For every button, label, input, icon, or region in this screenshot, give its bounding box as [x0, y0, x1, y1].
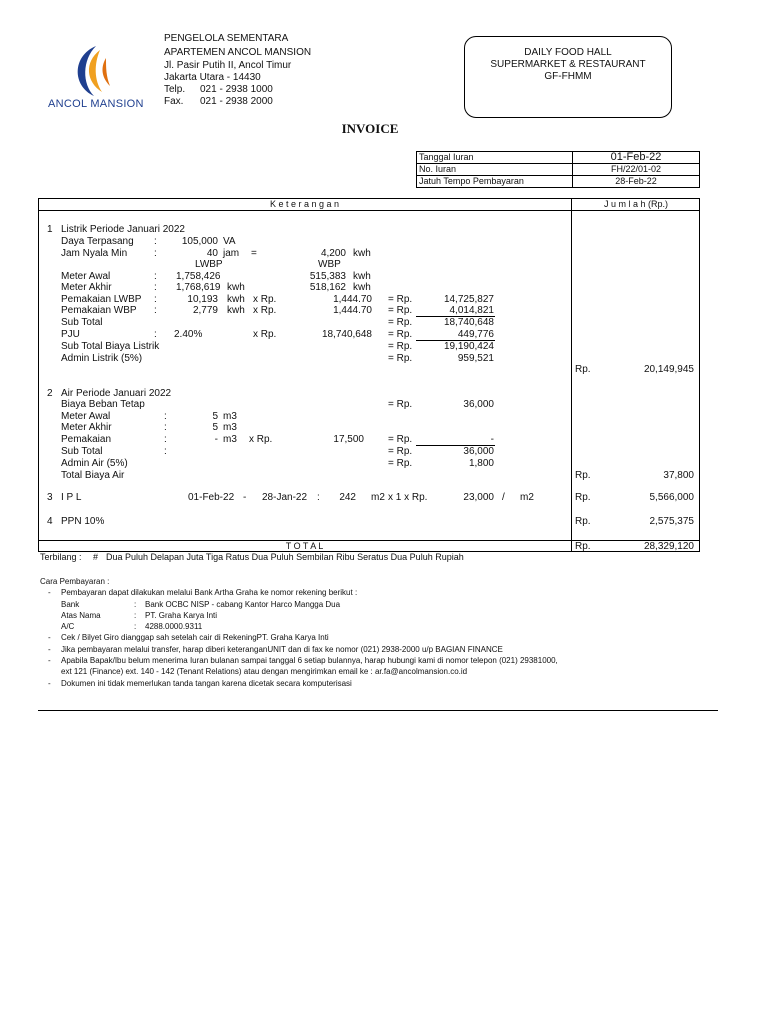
total-air-label: Total Biaya Air [61, 470, 125, 481]
meter-awal-wbp: 515,383 [309, 271, 346, 282]
air-meter-awal-label: Meter Awal [61, 411, 111, 422]
rp-label: Rp. [575, 470, 591, 481]
payment-line-2: Cek / Bilyet Giro dianggap sah setelah cair di RekeningPT. Graha Karya Inti [61, 633, 329, 642]
air-meter-akhir-value: 5 [212, 422, 218, 433]
ipl-per: / [502, 492, 505, 503]
ac-value: 4288.0000.9311 [145, 622, 203, 631]
pemakaian-wbp-total: 4,014,821 [449, 305, 494, 316]
air-pemakaian-total: - [490, 434, 494, 445]
air-pemakaian-unit: m3 [223, 434, 237, 445]
terbilang-hash: # [93, 552, 99, 562]
pju-base: 18,740,648 [321, 329, 372, 340]
ipl-from: 01-Feb-22 [188, 492, 235, 503]
ac-label: A/C [61, 622, 75, 631]
rp-label: Rp. [575, 516, 591, 527]
eq-rp: = Rp. [388, 294, 413, 305]
listrik-subtotal-label: Sub Total [61, 317, 103, 328]
pemakaian-wbp-rate: 1,444.70 [333, 305, 372, 316]
terbilang-label: Terbilang : [40, 552, 82, 562]
pemakaian-lwbp-qty: 10,193 [187, 294, 218, 305]
ipl-no: 3 [47, 492, 53, 503]
ppn-no: 4 [47, 516, 53, 527]
eq-rp: = Rp. [388, 399, 413, 410]
telp-label: Telp. [164, 84, 186, 95]
colon: : [154, 248, 157, 259]
ipl-label: I P L [61, 492, 82, 503]
jam-unit: jam [223, 248, 240, 259]
bank-value: Bank OCBC NISP - cabang Kantor Harco Mangga Dua [145, 600, 341, 609]
eq-rp: = Rp. [388, 353, 413, 364]
company-name-1: PENGELOLA SEMENTARA [164, 33, 289, 44]
listrik-total-value: 20,149,945 [643, 364, 694, 375]
info-label-jatuh-tempo: Jatuh Tempo Pembayaran [419, 176, 524, 186]
ipl-area-unit: m2 [371, 492, 385, 503]
ipl-dash: - [243, 492, 247, 503]
ipl-rate: 23,000 [463, 492, 494, 503]
atas-nama-value: PT. Graha Karya Inti [145, 611, 218, 620]
colon: : [154, 305, 157, 316]
colon: : [154, 294, 157, 305]
lwbp-label: LWBP [195, 259, 223, 270]
colon: : [164, 422, 167, 433]
meter-awal-label: Meter Awal [61, 271, 111, 282]
tenant-line-2: SUPERMARKET & RESTAURANT [490, 59, 646, 70]
colon: : [154, 329, 157, 340]
x-rp: x Rp. [249, 434, 273, 445]
pemakaian-lwbp-total: 14,725,827 [443, 294, 494, 305]
ancol-mansion-logo [44, 40, 154, 112]
ipl-per-unit: m2 [520, 492, 534, 503]
beban-value: 36,000 [463, 399, 494, 410]
admin-air-label: Admin Air (5%) [61, 458, 128, 469]
air-subtotal-value: 36,000 [463, 446, 494, 457]
total-value: 28,329,120 [643, 541, 694, 552]
colon: : [164, 446, 167, 457]
ppn-label: PPN 10% [61, 516, 105, 527]
colon: : [134, 622, 137, 631]
meter-akhir-unit: kwh [353, 282, 371, 293]
x-rp: x Rp. [253, 329, 277, 340]
eq-rp: = Rp. [388, 341, 413, 352]
air-meter-akhir-unit: m3 [223, 422, 237, 433]
listrik-subtotal-value: 18,740,648 [443, 317, 494, 328]
pemakaian-lwbp-label: Pemakaian LWBP [61, 294, 142, 305]
air-pemakaian-label: Pemakaian [61, 434, 112, 445]
eq-rp: = Rp. [388, 329, 413, 340]
terbilang-text: Dua Puluh Delapan Juta Tiga Ratus Dua Puluh Sembilan Ribu Seratus Dua Puluh Rupiah [106, 552, 464, 562]
header-jumlah: J u m l a h (Rp.) [603, 199, 668, 209]
ppn-total: 2,575,375 [649, 516, 694, 527]
bank-label: Bank [61, 600, 80, 609]
jam-result: 4,200 [320, 248, 346, 259]
jam-value: 40 [206, 248, 218, 259]
company-name-2: APARTEMEN ANCOL MANSION [164, 47, 312, 58]
admin-air-value: 1,800 [468, 458, 494, 469]
meter-akhir-label: Meter Akhir [61, 282, 112, 293]
payment-line-4: Apabila Bapak/Ibu belum menerima Iuran bulanan sampai tanggal 6 setiap bulannya, harap hubungi kami di nomor telepon (021) 29381000, [61, 656, 558, 665]
colon: : [164, 434, 167, 445]
pemakaian-wbp-label: Pemakaian WBP [61, 305, 137, 316]
colon: : [317, 492, 320, 503]
colon: : [154, 271, 157, 282]
meter-akhir-lwbp: 1,768,619 [176, 282, 221, 293]
tenant-line-3: GF-FHMM [544, 71, 592, 82]
payment-line-1: Pembayaran dapat dilakukan melalui Bank Artha Graha ke nomor rekening berikut : [61, 588, 358, 597]
info-label-tanggal: Tanggal Iuran [419, 152, 474, 162]
logo-text: ANCOL MANSION [48, 98, 144, 110]
x-rp: x Rp. [253, 305, 277, 316]
meter-awal-unit: kwh [353, 271, 371, 282]
pemakaian-lwbp-rate: 1,444.70 [333, 294, 372, 305]
bottom-rule [38, 710, 718, 711]
info-value-tanggal: 01-Feb-22 [610, 151, 662, 163]
payment-line-5: Dokumen ini tidak memerlukan tanda tangan karena dicetak secara komputerisasi [61, 679, 352, 688]
jam-result-unit: kwh [353, 248, 371, 259]
ipl-total: 5,566,000 [649, 492, 694, 503]
logo-crescent-icon [44, 40, 154, 100]
air-meter-awal-unit: m3 [223, 411, 237, 422]
meter-akhir-lwbp-unit: kwh [227, 282, 245, 293]
fax-value: 021 - 2938 2000 [200, 96, 273, 107]
daya-label: Daya Terpasang [61, 236, 134, 247]
pju-label: PJU [61, 329, 80, 340]
invoice-title: INVOICE [341, 121, 399, 136]
kwh-unit: kwh [227, 305, 245, 316]
eq-rp: = Rp. [388, 305, 413, 316]
beban-label: Biaya Beban Tetap [61, 399, 145, 410]
eq-rp: = Rp. [388, 434, 413, 445]
rp-label: Rp. [575, 364, 591, 375]
colon: : [164, 411, 167, 422]
air-meter-awal-value: 5 [212, 411, 218, 422]
listrik-title: Listrik Periode Januari 2022 [61, 224, 185, 235]
pju-pct: 2.40% [174, 329, 203, 340]
bullet-dash: - [48, 656, 51, 665]
ipl-mult: x 1 x Rp. [388, 492, 428, 503]
company-address-1: Jl. Pasir Putih II, Ancol Timur [164, 60, 292, 71]
header-keterangan: K e t e r a n g a n [269, 199, 340, 209]
colon: : [154, 236, 157, 247]
payment-line-4b: ext 121 (Finance) ext. 140 - 142 (Tenant Relations) atau dengan mengirimkan email ke : ar.fa@ancolmansion.co.id [61, 667, 468, 676]
admin-listrik-value: 959,521 [457, 353, 494, 364]
jam-label: Jam Nyala Min [61, 248, 128, 259]
eq-rp: = Rp. [388, 446, 413, 457]
fax-label: Fax. [164, 96, 184, 107]
info-label-no: No. Iuran [419, 164, 457, 174]
total-air-value: 37,800 [663, 470, 694, 481]
subtotal-biaya-listrik-value: 19,190,424 [443, 341, 494, 352]
info-value-no: FH/22/01-02 [610, 164, 662, 174]
listrik-no: 1 [47, 224, 53, 235]
daya-unit: VA [223, 236, 236, 247]
pju-value: 449,776 [457, 329, 494, 340]
colon: : [134, 600, 137, 609]
daya-value: 105,000 [181, 236, 218, 247]
atas-nama-label: Atas Nama [61, 611, 101, 620]
kwh-unit: kwh [227, 294, 245, 305]
eq-rp: = Rp. [388, 317, 413, 328]
info-value-jatuh-tempo: 28-Feb-22 [615, 176, 657, 186]
subtotal-biaya-listrik-label: Sub Total Biaya Listrik [61, 341, 160, 352]
tenant-line-1: DAILY FOOD HALL [524, 47, 612, 58]
payment-line-3: Jika pembayaran melalui transfer, harap diberi keteranganUNIT dan di fax ke nomor (021) 2938-2000 u/p BAGIAN FINANCE [61, 645, 503, 654]
air-pemakaian-rate: 17,500 [333, 434, 364, 445]
rp-label: Rp. [575, 541, 591, 552]
x-rp: x Rp. [253, 294, 277, 305]
meter-akhir-wbp: 518,162 [309, 282, 346, 293]
colon: : [154, 282, 157, 293]
company-address-2: Jakarta Utara - 14430 [164, 72, 261, 83]
payment-title: Cara Pembayaran : [40, 577, 110, 586]
total-label: T O T A L [285, 541, 324, 551]
colon: : [134, 611, 137, 620]
meter-awal-lwbp: 1,758,426 [176, 271, 221, 282]
telp-value: 021 - 2938 1000 [200, 84, 273, 95]
bullet-dash: - [48, 645, 51, 654]
air-meter-akhir-label: Meter Akhir [61, 422, 112, 433]
eq-rp: = Rp. [388, 458, 413, 469]
air-title: Air Periode Januari 2022 [61, 388, 172, 399]
air-pemakaian-value: - [214, 434, 218, 445]
jam-eq: = [251, 248, 257, 259]
air-subtotal-label: Sub Total [61, 446, 103, 457]
air-no: 2 [47, 388, 53, 399]
ipl-area: 242 [339, 492, 356, 503]
bullet-dash: - [48, 633, 51, 642]
pemakaian-wbp-qty: 2,779 [192, 305, 218, 316]
bullet-dash: - [48, 679, 51, 688]
bullet-dash: - [48, 588, 51, 597]
rp-label: Rp. [575, 492, 591, 503]
wbp-label: WBP [318, 259, 341, 270]
ipl-to: 28-Jan-22 [262, 492, 308, 503]
admin-listrik-label: Admin Listrik (5%) [61, 353, 143, 364]
